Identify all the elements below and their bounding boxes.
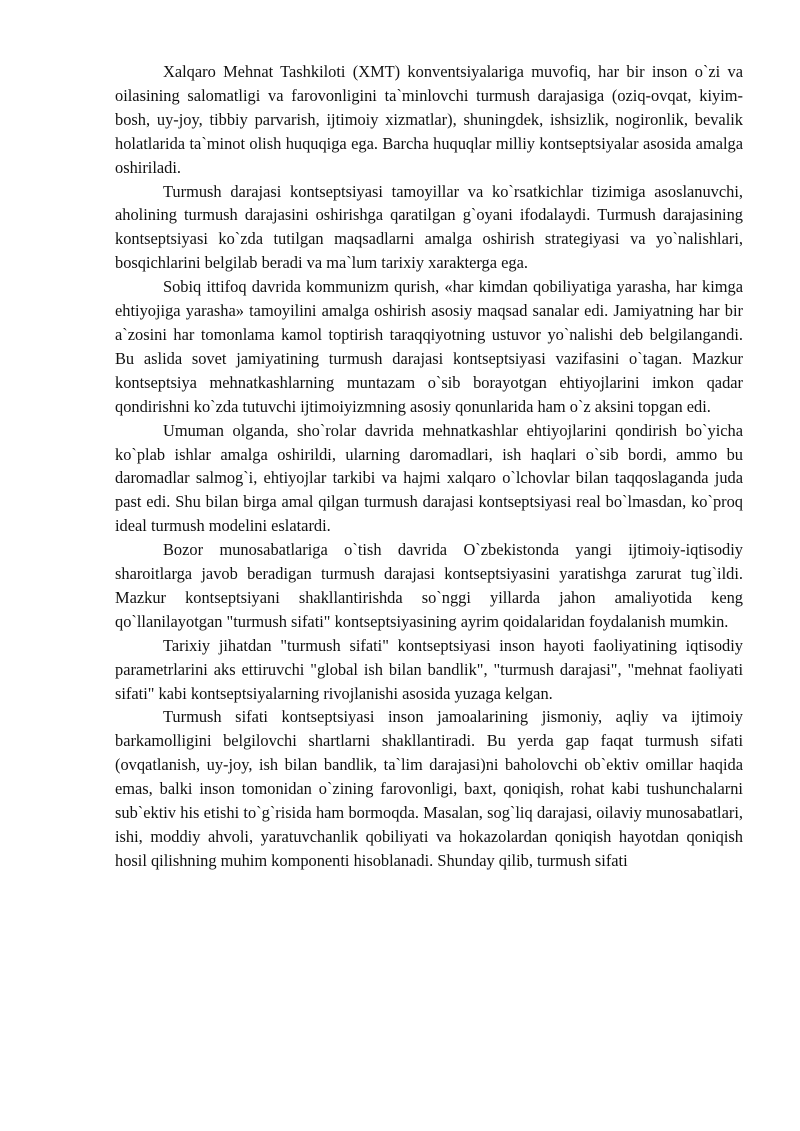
paragraph-soviet-results: Umuman olganda, sho`rolar davrida mehnatkashlar ehtiyojlarini qondirish bo`yicha ko`plab ishlar amalga oshirildi, ularning daromadlari, ish haqlari o`sib bordi, ammo bu daromadlar salmog`i, ehtiyojlar tarkibi va hajmi xalqaro o`lchovlar bilan taqqoslaganda juda past edi. Shu bilan birga amal qilgan turmush darajasi kontseptsiyasi real bo`lmasdan, ko`proq ideal turmush modelini eslatardi. bbox=[115, 420, 743, 536]
paragraph-quality-of-life-concept: Turmush sifati kontseptsiyasi inson jamoalarining jismoniy, aqliy va ijtimoiy barkamolligini belgilovchi shartlarni shakllantiradi. Bu yerda gap faqat turmush sifati (ovqatlanish, uy-joy, ish bilan bandlik, ta`lim darajasi)ni baholovchi ob`ektiv omillar haqida emas, balki inson tomonidan o`zining farovonligi, baxt, qoniqish, rohat kabi tushunchalarni sub`ektiv his etishi to`g`risida ham bormoqda. Masalan, sog`liq darajasi, oilaviy munosabatlari, ishi, moddiy ahvoli, yaratuvchanlik qobiliyati va hokazolardan qoniqish hayotdan qoniqish hosil qilishning muhim komponenti hisoblanadi. Shunday qilib, turmush sifati bbox=[115, 707, 743, 870]
paragraph-living-standard-concept: Turmush darajasi kontseptsiyasi tamoyillar va ko`rsatkichlar tizimiga asoslanuvchi, aholining turmush darajasini oshirishga qaratilgan g`oyani ifodalaydi. Turmush darajasining kontseptsiyasi ko`zda tutilgan maqsadlarni amalga oshirish strategiyasi va yo`nalishlari, bosqichlarini belgilab beradi va ma`lum tarixiy xarakterga ega. bbox=[115, 181, 743, 273]
paragraph-market-transition: Bozor munosabatlariga o`tish davrida O`zbekistonda yangi ijtimoiy-iqtisodiy sharoitlarga javob beradigan turmush darajasi kontseptsiyasini yaratishga zarurat tug`ildi. Mazkur kontseptsiyani shakllantirishda so`nggi yillarda jahon amaliyotida keng qo`llanilayotgan "turmush sifati" kontseptsiyasining ayrim qoidalaridan foydalanish mumkin. bbox=[115, 540, 743, 631]
paragraph-quality-of-life-history: Tarixiy jihatdan "turmush sifati" kontseptsiyasi inson hayoti faoliyatining iqtisodiy parametrlarini aks ettiruvchi "global ish bilan bandlik", "turmush darajasi", "mehnat faoliyati sifati" kabi kontseptsiyalarning rivojlanishi asosida yuzaga kelgan. bbox=[115, 635, 743, 703]
paragraph-soviet-period: Sobiq ittifoq davrida kommunizm qurish, «har kimdan qobiliyatiga yarasha, har kimga ehtiyojiga yarasha» tamoyilini amalga oshirish asosiy maqsad sanalar edi. Jamiyatning har bir a`zosini har tomonlama kamol toptirish taraqqiyotning ustuvor yo`nalishi deb belgilangandi. Bu aslida sovet jamiyatining turmush darajasi kontseptsiyasi vazifasini o`tagan. Mazkur kontseptsiya mehnatkashlarning muntazam o`sib borayotgan ehtiyojlarini imkon qadar qondirishni ko`zda tutuvchi ijtimoiyizmning asosiy qonunlarida ham o`z aksini topgan edi. bbox=[115, 277, 743, 416]
paragraph-xmt-conventions: Xalqaro Mehnat Tashkiloti (XMT) konventsiyalariga muvofiq, har bir inson o`zi va oilasining salomatligi va farovonligini ta`minlovchi turmush darajasiga (oziq-ovqat, kiyim-bosh, uy-joy, tibbiy parvarish, ijtimoiy xizmatlar), shuningdek, ishsizlik, nogironlik, bevalik holatlarida ta`minot olish huquqiga ega. Barcha huquqlar milliy kontseptsiyalar asosida amalga oshiriladi. bbox=[115, 62, 743, 177]
document-page bbox=[115, 60, 743, 873]
